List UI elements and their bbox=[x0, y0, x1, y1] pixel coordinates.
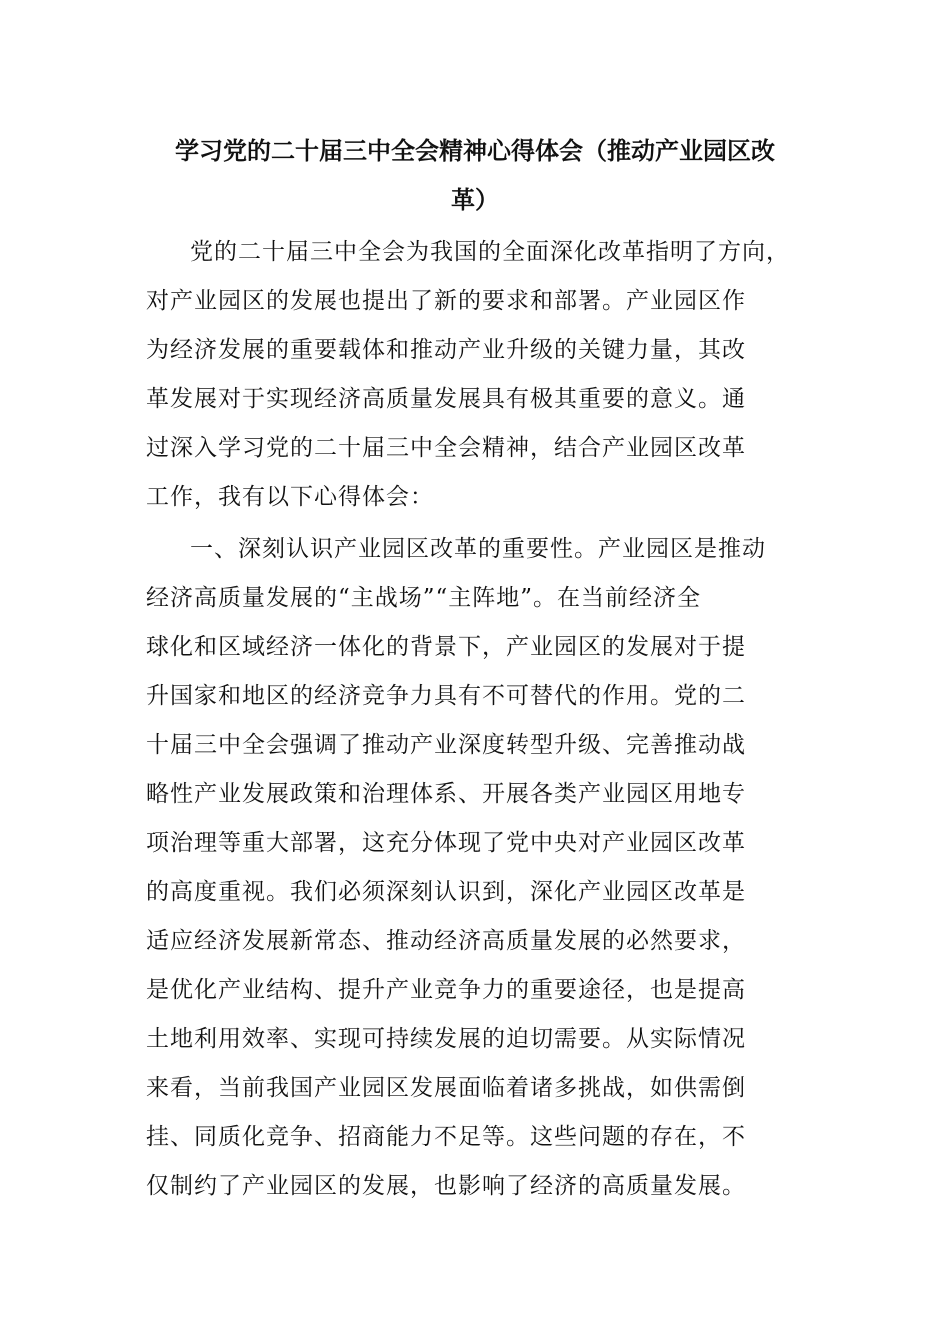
paragraph-line: 过深入学习党的二十届三中全会精神，结合产业园区改革 bbox=[146, 435, 746, 461]
document-title-line-1: 学习党的二十届三中全会精神心得体会（推动产业园区改 bbox=[175, 137, 775, 165]
paragraph-line: 工作，我有以下心得体会： bbox=[146, 484, 434, 510]
paragraph-line: 球化和区域经济一体化的背景下，产业园区的发展对于提 bbox=[146, 634, 746, 660]
paragraph-line: 十届三中全会强调了推动产业深度转型升级、完善推动战 bbox=[146, 732, 746, 758]
paragraph-line: 党的二十届三中全会为我国的全面深化改革指明了方向， bbox=[190, 239, 790, 265]
paragraph-line: 的高度重视。我们必须深刻认识到，深化产业园区改革是 bbox=[146, 879, 746, 905]
paragraph-line: 升国家和地区的经济竞争力具有不可替代的作用。党的二 bbox=[146, 683, 746, 709]
paragraph-line: 项治理等重大部署，这充分体现了党中央对产业园区改革 bbox=[146, 830, 746, 856]
paragraph-line: 为经济发展的重要载体和推动产业升级的关键力量，其改 bbox=[146, 337, 746, 363]
paragraph-line: 略性产业发展政策和治理体系、开展各类产业园区用地专 bbox=[146, 781, 746, 807]
paragraph-line: 挂、同质化竞争、招商能力不足等。这些问题的存在，不 bbox=[146, 1124, 746, 1150]
paragraph-line: 一、深刻认识产业园区改革的重要性。产业园区是推动 bbox=[190, 536, 766, 562]
paragraph-line: 对产业园区的发展也提出了新的要求和部署。产业园区作 bbox=[146, 288, 746, 314]
document-title-line-2: 革） bbox=[451, 186, 499, 214]
paragraph-line: 适应经济发展新常态、推动经济高质量发展的必然要求， bbox=[146, 928, 746, 954]
paragraph-line: 来看，当前我国产业园区发展面临着诸多挑战，如供需倒 bbox=[146, 1075, 746, 1101]
paragraph-line: 土地利用效率、实现可持续发展的迫切需要。从实际情况 bbox=[146, 1026, 746, 1052]
paragraph-line: 革发展对于实现经济高质量发展具有极其重要的意义。通 bbox=[146, 386, 746, 412]
paragraph-line: 是优化产业结构、提升产业竞争力的重要途径，也是提高 bbox=[146, 977, 746, 1003]
paragraph-line: 仅制约了产业园区的发展，也影响了经济的高质量发展。 bbox=[146, 1173, 746, 1199]
paragraph-line: 经济高质量发展的“主战场”“主阵地”。在当前经济全 bbox=[146, 585, 702, 611]
